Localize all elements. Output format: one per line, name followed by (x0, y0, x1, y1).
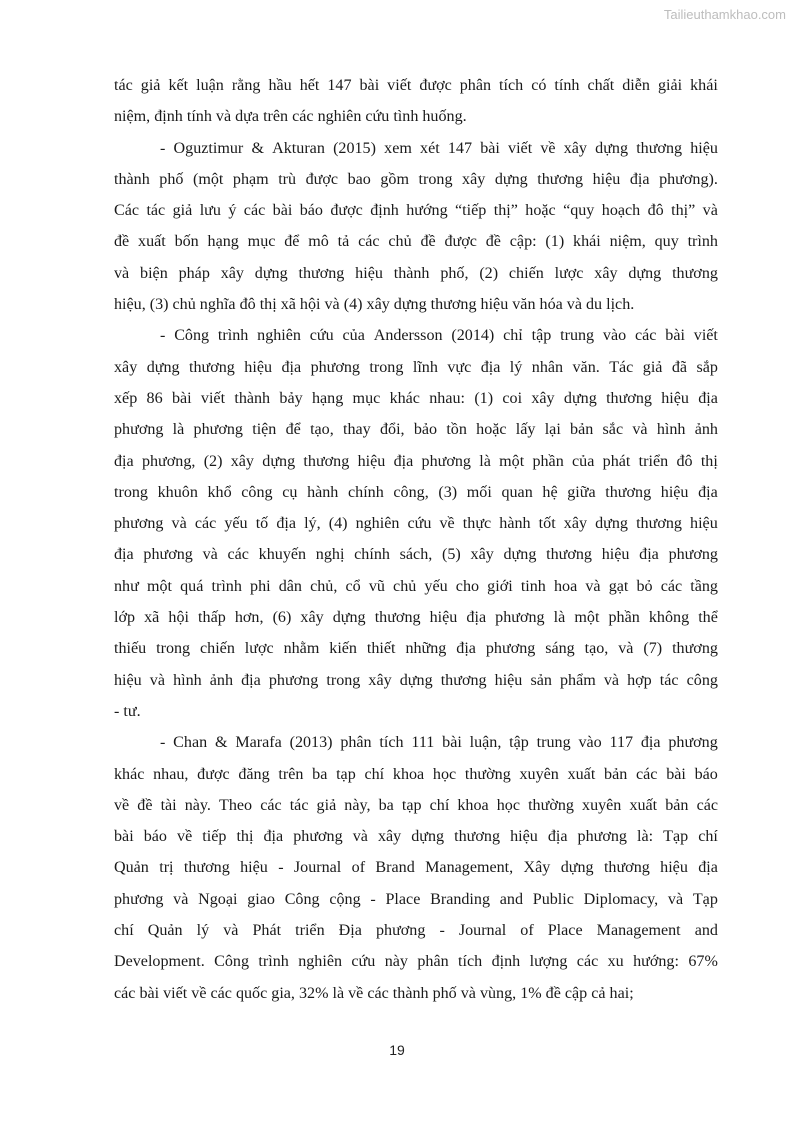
text-line: phương và các yếu tố địa lý, (4) nghiên cứu về thực hành tốt xây dựng thương hiệu (114, 515, 718, 533)
watermark: Tailieuthamkhao.com (663, 7, 786, 22)
text-line: Các tác giả lưu ý các bài báo được định hướng “tiếp thị” hoặc “quy hoạch đô thị” và (114, 202, 718, 220)
text-line: xây dựng thương hiệu địa phương trong lĩnh vực địa lý nhân văn. Tác giả đã sắp (114, 358, 718, 376)
text-line: Quản trị thương hiệu - Journal of Brand Management, Xây dựng thương hiệu địa (114, 859, 718, 877)
text-line: phương là phương tiện để tạo, thay đổi, bảo tồn hoặc lấy lại bản sắc và hình ảnh (114, 421, 718, 439)
paragraph (114, 70, 718, 133)
text-line: địa phương và các khuyến nghị chính sách, (5) xây dựng thương hiệu địa phương (114, 546, 718, 564)
text-line: các bài viết về các quốc gia, 32% là về các thành phố và vùng, 1% đề cập cả hai; (114, 984, 634, 1002)
text-line: - Chan & Marafa (2013) phân tích 111 bài luận, tập trung vào 117 địa phương (160, 734, 718, 752)
text-line: phương và Ngoại giao Công cộng - Place Branding and Public Diplomacy, và Tạp (114, 890, 718, 908)
text-line: đề xuất bốn hạng mục để mô tả các chủ đề được đề cập: (1) khái niệm, quy trình (114, 233, 718, 251)
text-line: tác giả kết luận rằng hầu hết 147 bài viết được phân tích có tính chất diễn giải khái (114, 77, 718, 94)
text-line: khác nhau, được đăng trên ba tạp chí khoa học thường xuyên xuất bản các bài báo (114, 765, 718, 783)
text-line: trong khuôn khổ công cụ hành chính công, (3) mối quan hệ giữa thương hiệu địa (114, 483, 718, 501)
text-line: thiếu trong chiến lược nhằm kiến thiết những địa phương sáng tạo, và (7) thương (114, 640, 718, 658)
text-line: địa phương, (2) xây dựng thương hiệu địa phương là một phần của phát triển đô thị (114, 452, 718, 470)
text-line: chí Quản lý và Phát triển Địa phương - Journal of Place Management and (114, 922, 718, 940)
text-line: Development. Công trình nghiên cứu này phân tích định lượng các xu hướng: 67% (114, 953, 718, 971)
document-body (114, 70, 718, 1009)
text-line: về đề tài này. Theo các tác giả này, ba tạp chí khoa học thường xuyên xuất bản các (114, 796, 718, 814)
paragraph (114, 727, 718, 1009)
text-line: lớp xã hội thấp hơn, (6) xây dựng thương hiệu địa phương là một phần không thể (114, 609, 718, 627)
text-line: hiệu và hình ảnh địa phương trong xây dựng thương hiệu sản phẩm và hợp tác công (114, 671, 718, 689)
text-line: - Công trình nghiên cứu của Andersson (2014) chỉ tập trung vào các bài viết (160, 327, 718, 345)
paragraph (114, 133, 718, 321)
text-line: xếp 86 bài viết thành bảy hạng mục khác nhau: (1) coi xây dựng thương hiệu địa (114, 389, 718, 407)
page-number: 19 (389, 1042, 405, 1058)
text-line: - tư. (114, 702, 141, 720)
text-line: như một quá trình phi dân chủ, cổ vũ chủ yếu cho giới tinh hoa và gạt bỏ các tầng (114, 577, 718, 595)
text-line: và biện pháp xây dựng thương hiệu thành phố, (2) chiến lược xây dựng thương (114, 264, 718, 282)
text-line: niệm, định tính và dựa trên các nghiên cứu tình huống. (114, 108, 467, 126)
text-line: hiệu, (3) chủ nghĩa đô thị xã hội và (4) xây dựng thương hiệu văn hóa và du lịch. (114, 296, 635, 314)
text-line: thành phố (một phạm trù được bao gồm trong xây dựng thương hiệu địa phương). (114, 170, 718, 188)
text-line: bài báo về tiếp thị địa phương và xây dựng thương hiệu địa phương là: Tạp chí (114, 828, 718, 846)
text-line: - Oguztimur & Akturan (2015) xem xét 147 bài viết về xây dựng thương hiệu (160, 139, 718, 157)
paragraph (114, 320, 718, 727)
